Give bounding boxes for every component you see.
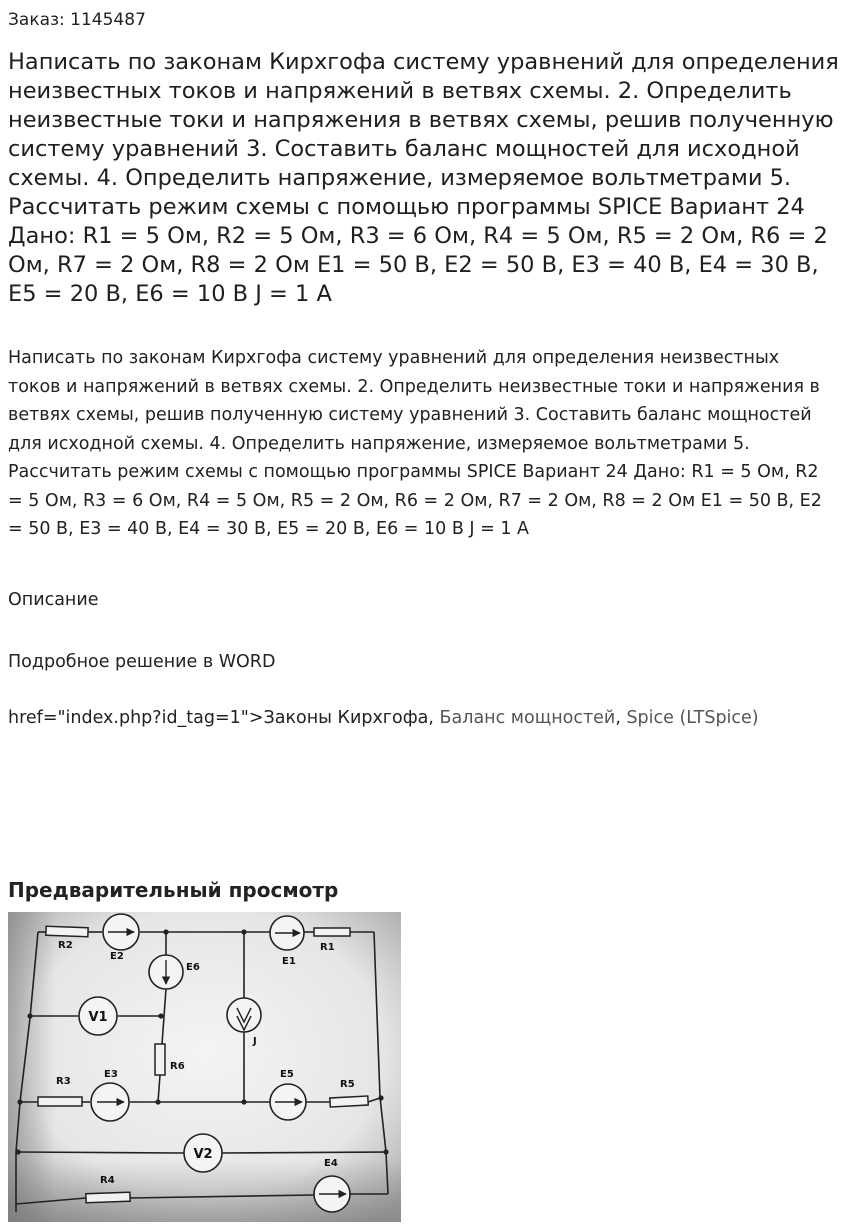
label-j: J [253,1036,257,1047]
tag-link-power-balance[interactable]: Баланс мощностей [439,708,616,728]
label-r1: R1 [320,942,335,953]
circuit-diagram [8,912,401,1222]
label-r6: R6 [170,1061,185,1072]
preview-heading: Предварительный просмотр [8,878,339,902]
tag-list [8,706,759,730]
label-e3: E3 [104,1069,118,1080]
label-r5: R5 [340,1079,355,1090]
tag-separator: , [428,708,440,728]
label-r2: R2 [58,940,73,951]
circuit-preview-image[interactable] [8,912,401,1222]
label-v2: V2 [193,1147,213,1162]
label-e1: E1 [282,956,296,967]
tag-separator: , [615,708,627,728]
description-heading: Описание [8,590,99,610]
description-text: Написать по законам Кирхгофа систему уравнений для определения неизвестных токов и напряжений в ветвях схемы. 2. Определить неизвестные токи и напряжения в ветвях схемы, решив полученную систему уравнений 3. Составить баланс мощностей для исходной схемы. 4. Определить напряжение, измеряемое вольтметрами 5. Рассчитать режим схемы с помощью программы SPICE Вариант 24 Дано: R1 = 5 Ом, R2 = 5 Ом, R3 = 6 Ом, R4 = 5 Ом, R5 = 2 Ом, R6 = 2 Ом, R7 = 2 Ом, R8 = 2 Ом E1 = 50 В, E2 = 50 В, E3 = 40 В, E4 = 30 В, E5 = 20 В, E6 = 10 В J = 1 А [8,348,822,539]
label-r4: R4 [100,1175,115,1186]
label-e2: E2 [110,951,124,962]
tag-link-spice[interactable]: Spice (LTSpice) [626,708,759,728]
solution-format-text: Подробное решение в WORD [8,652,276,672]
label-e6: E6 [186,962,200,973]
label-r3: R3 [56,1076,71,1087]
page-title: Написать по законам Кирхгофа систему уравнений для определения неизвестных токов и напряжений в ветвях схемы. 2. Определить неизвестные токи и напряжения в ветвях схемы, решив полученную систему уравнений 3. Составить баланс мощностей для исходной схемы. 4. Определить напряжение, измеряемое вольтметрами 5. Рассчитать режим схемы с помощью программы SPICE Вариант 24 Дано: R1 = 5 Ом, R2 = 5 Ом, R3 = 6 Ом, R4 = 5 Ом, R5 = 2 Ом, R6 = 2 Ом, R7 = 2 Ом, R8 = 2 Ом E1 = 50 В, E2 = 50 В, E3 = 40 В, E4 = 30 В, E5 = 20 В, E6 = 10 В J = 1 А [8,49,839,307]
order-number: Заказ: 1145487 [8,10,146,30]
label-v1: V1 [88,1010,108,1025]
label-e5: E5 [280,1069,294,1080]
label-e4: E4 [324,1158,338,1169]
tag-raw-prefix: href="index.php?id_tag=1">Законы Кирхгофа [8,708,429,728]
